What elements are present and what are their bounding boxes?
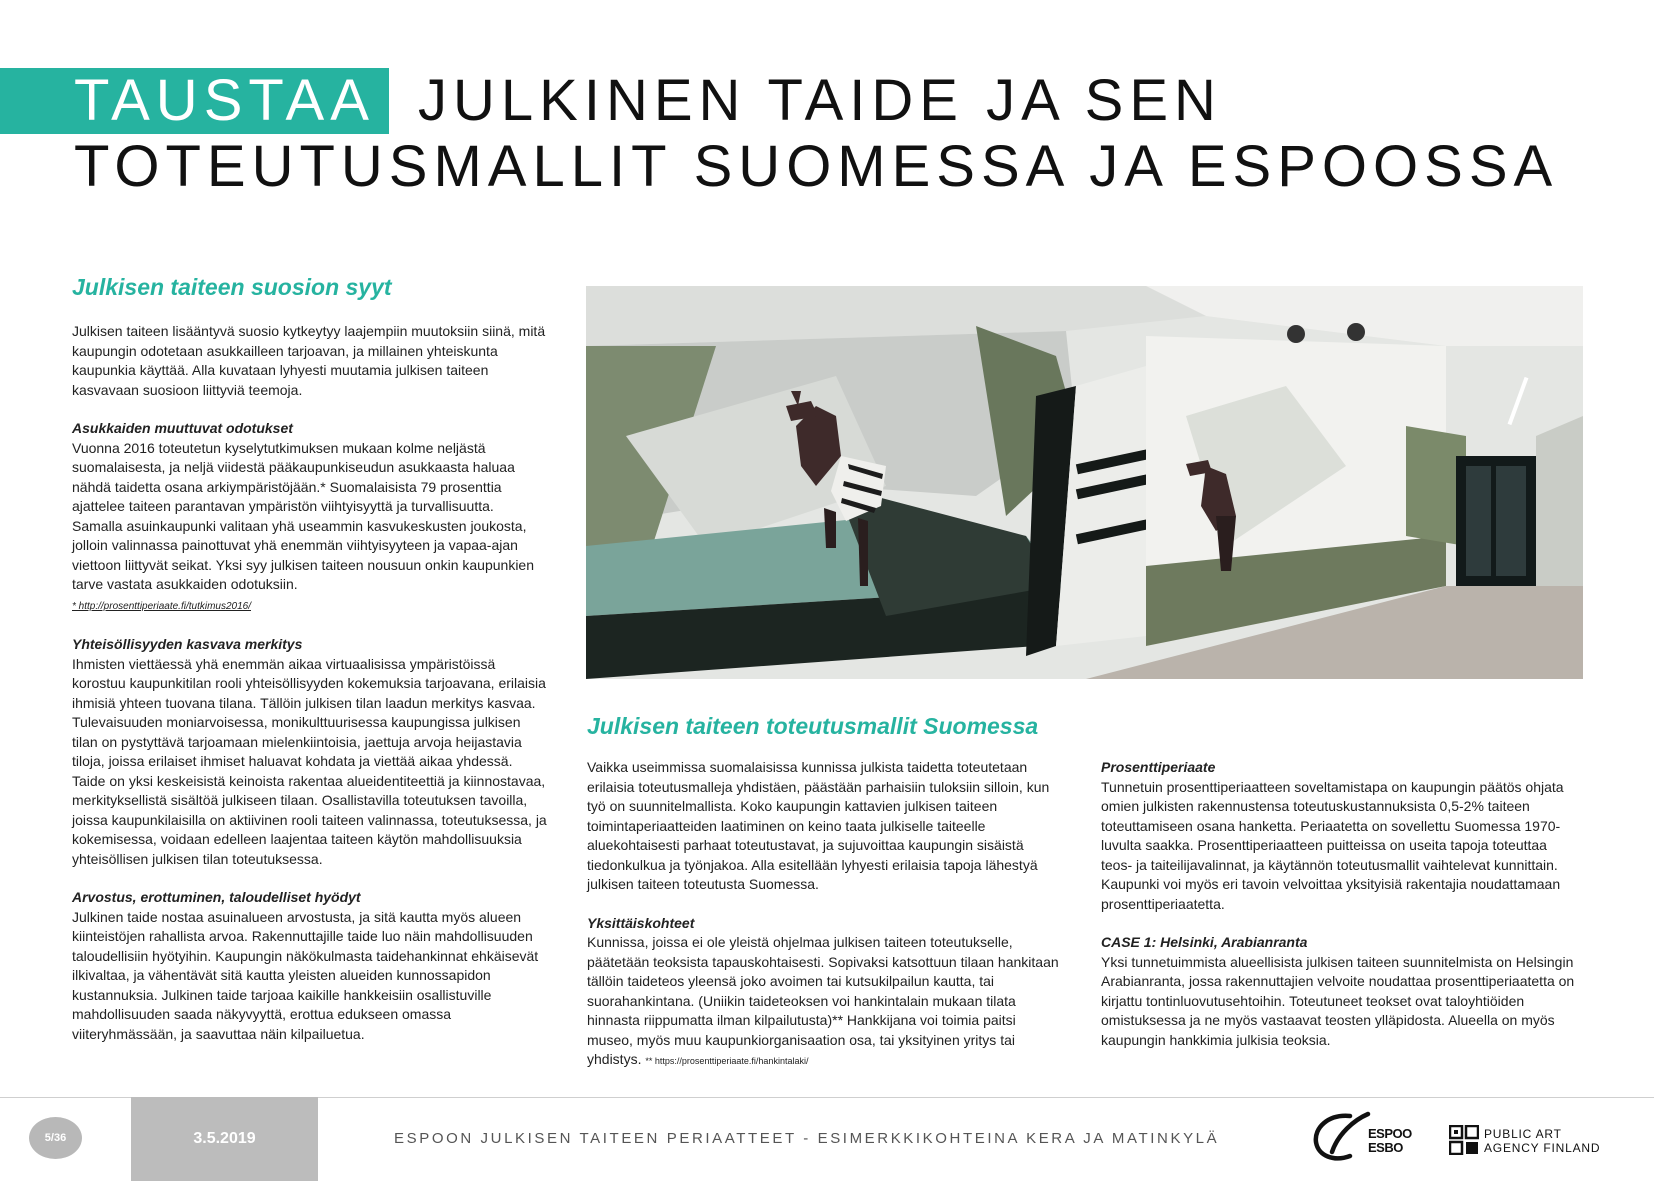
mural-illustration [586, 286, 1583, 679]
middle-column [587, 758, 1065, 1072]
middle-paragraph-1: Kunnissa, joissa ei ole yleistä ohjelmaa julkisen taiteen toteutukselle, päätetään teoksista tapauskohtaisesti. Sopivaksi katsottuun tilaan hankitaan tällöin taideteos yleensä joko avoimen tai kutsukilpailun kautta, tai suorahankintana. (Uniikin taideteoksen voi hankintalain mukaan tilata hinnasta riippumatta ilman kilpailutusta)** Hankkijana voi toimia paitsi museo, myös muu kaupunkiorganisaation osa, tai yksityinen yritys tai yhdistys. ** https://prosenttiperiaate.fi/hankintalaki/ [587, 934, 1059, 1067]
footer-date: 3.5.2019 [131, 1097, 318, 1181]
left-paragraph-1: Vuonna 2016 toteutetun kyselytutkimuksen mukaan kolme neljästä suomalaisesta, ja neljä viidestä pääkaupunkiseudun asukkaasta haluaa nähdä taidetta osana arkiympäristöjään.* Suomalaisista 79 prosenttia ajattelee taiteen parantavan ympäristön viihtyisyyttä ja turvallisuutta. Samalla asuinkaupunki valitaan yhä useammin kasvukeskusten joukosta, jolloin valinnassa painottuvat yhä enemmän viihtyisyyteen ja vapaa-ajan viettoon liittyvät seikat. Yksi syy julkisen taiteen nousuun onkin kaupunkien tarve vastata asukkaiden odotuksiin. [72, 439, 535, 592]
mural-photo [586, 286, 1583, 679]
section-tag: TAUSTAA [74, 68, 375, 133]
title-line-2: TOTEUTUSMALLIT SUOMESSA JA ESPOOSSA [74, 134, 1559, 199]
right-subhead-2: CASE 1: Helsinki, Arabianranta [1101, 934, 1308, 950]
right-subhead-1: Prosenttiperiaate [1101, 759, 1216, 775]
page-title [0, 68, 1654, 208]
right-paragraph-2: Yksi tunnetuimmista alueellisista julkisen taiteen suunnitelmista on Helsingin Arabianranta, jossa rakennuttajien velvoite noudattaa prosenttiperiaatetta on kirjattu tontinluovutusehtoihin. Toteutuneet teokset ovat taloyhtiöiden omistuksessa ja ne myös vastaavat teosten ylläpidosta. Alueella on myös kaupungin hankkimia julkisia teoksia. [1101, 953, 1575, 1048]
title-line-1: JULKINEN TAIDE JA SEN [418, 68, 1222, 133]
public-art-logo-text: PUBLIC ART AGENCY FINLAND [1484, 1127, 1601, 1155]
espoo-logo-text: ESPOO ESBO [1368, 1126, 1412, 1155]
footer-title: ESPOON JULKISEN TAITEEN PERIAATTEET - ESIMERKKIKOHTEINA KERA JA MATINKYLÄ [394, 1130, 1220, 1147]
left-footnote-link[interactable]: * http://prosenttiperiaate.fi/tutkimus2016/ [72, 600, 251, 612]
left-subhead-3: Arvostus, erottuminen, taloudelliset hyödyt [72, 889, 361, 905]
left-intro: Julkisen taiteen lisääntyvä suosio kytkeytyy laajempiin muutoksiin siinä, mitä kaupungin odotetaan asukkailleen tarjoavan, ja millainen yhteiskunta kaupunkia käyttää. Alla kuvataan lyhyesti muutamia julkisen taiteen kasvavaan suosioon liittyviä teemoja. [72, 323, 546, 398]
right-column [1101, 758, 1581, 1050]
left-subhead-2: Yhteisöllisyyden kasvava merkitys [72, 636, 303, 652]
left-heading: Julkisen taiteen suosion syyt [72, 274, 392, 300]
page-number: 5/36 [29, 1117, 82, 1159]
right-paragraph-1: Tunnetuin prosenttiperiaatteen soveltamistapa on kaupungin päätös ohjata omien julkisten rakennustensa toteutuskustannuksista 0,5-2% taiteen toteuttamiseen osana hanketta. Periaatetta on sovellettu Suomessa 1970-luvulta saakka. Prosenttiperiaatteen puitteissa on useita tapoja toteuttaa teos- ja taiteilijavalinnat, ja käytännön toteutusmallit vaihtelevat kunnittain. Kaupunki voi myös eri tavoin velvoittaa yksityisiä rakentajia noudattamaan prosenttiperiaatetta. [1101, 778, 1564, 912]
left-column [72, 322, 548, 1044]
middle-subhead-1: Yksittäiskohteet [587, 914, 695, 931]
public-art-logo-icon [1449, 1125, 1479, 1155]
left-subhead-1: Asukkaiden muuttuvat odotukset [72, 420, 293, 436]
left-paragraph-3: Julkinen taide nostaa asuinalueen arvostusta, ja sitä kautta myös alueen kiinteistöjen rahallista arvoa. Rakennuttajille taide luo näin mahdollisuuden taloudellisiin hyötyihin. Kaupungin näkökulmasta taidehankinnat ehkäisevät ilkivaltaa, ja vähentävät sitä kautta yleisten alueiden kunnossapidon kustannuksia. Julkinen taide tarjoaa kaikille hankkeisiin osallistuville mahdollisuuden saada näkyvyyttä, erottua edukseen omassa viiteryhmässään, ja saavuttaa näin kilpailuetua. [72, 908, 539, 1042]
middle-heading: Julkisen taiteen toteutusmallit Suomessa [587, 713, 1039, 739]
left-paragraph-2: Ihmisten viettäessä yhä enemmän aikaa virtuaalisissa ympäristöissä korostuu kaupunkitilan rooli yhteisöllisyyden kokemuksia tarjoavana, erilaisia ihmisiä yhteen tuovana tilana. Tällöin julkisen tilan laadun merkitys kasvaa. Tulevaisuuden moniarvoisessa, monikulttuurisessa kaupungissa julkisen tilan on pystyttävä tarjoamaan mielenkiintoisia, jaettuja arvoja heijastavia tiloja, joissa erilaiset ihmiset haluavat kohdata ja viettää aikaa yhdessä. Taide on yksi keskeisistä keinoista rakentaa alueidentiteettiä ja kiinnostavaa, merkityksellistä sisältöä julkiseen tilaan. Osallistavilla toteutuksen tavoilla, joissa kaupunkilaisilla on aktiivinen rooli taiteen valinnassa, toteutuksessa, ja kokemisessa, voidaan edelleen laajentaa taiteen käytön mahdollisuuksia yhteisöllisen julkisen tilan toteutuksessa. [72, 655, 547, 867]
middle-footnote-link[interactable]: ** https://prosenttiperiaate.fi/hankintalaki/ [645, 1056, 809, 1066]
middle-intro: Vaikka useimmissa suomalaisissa kunnissa julkista taidetta toteutetaan erilaisia toteutusmalleja yhdistäen, päästään parhaisiin tuloksiin silloin, kun työ on suunnitelmallista. Koko kaupungin kattavien julkisen taiteen toimintaperiaatteiden laatiminen on keino taata julkiselle taiteelle aluekohtaisesti parhaat toteutustavat, ja sujuvoittaa kaupungin sisäistä tiedonkulkua ja työnjakoa. Alla esitellään lyhyesti erilaisia tapoja lähestyä julkisen taiteen toteutusta Suomessa. [587, 759, 1050, 892]
